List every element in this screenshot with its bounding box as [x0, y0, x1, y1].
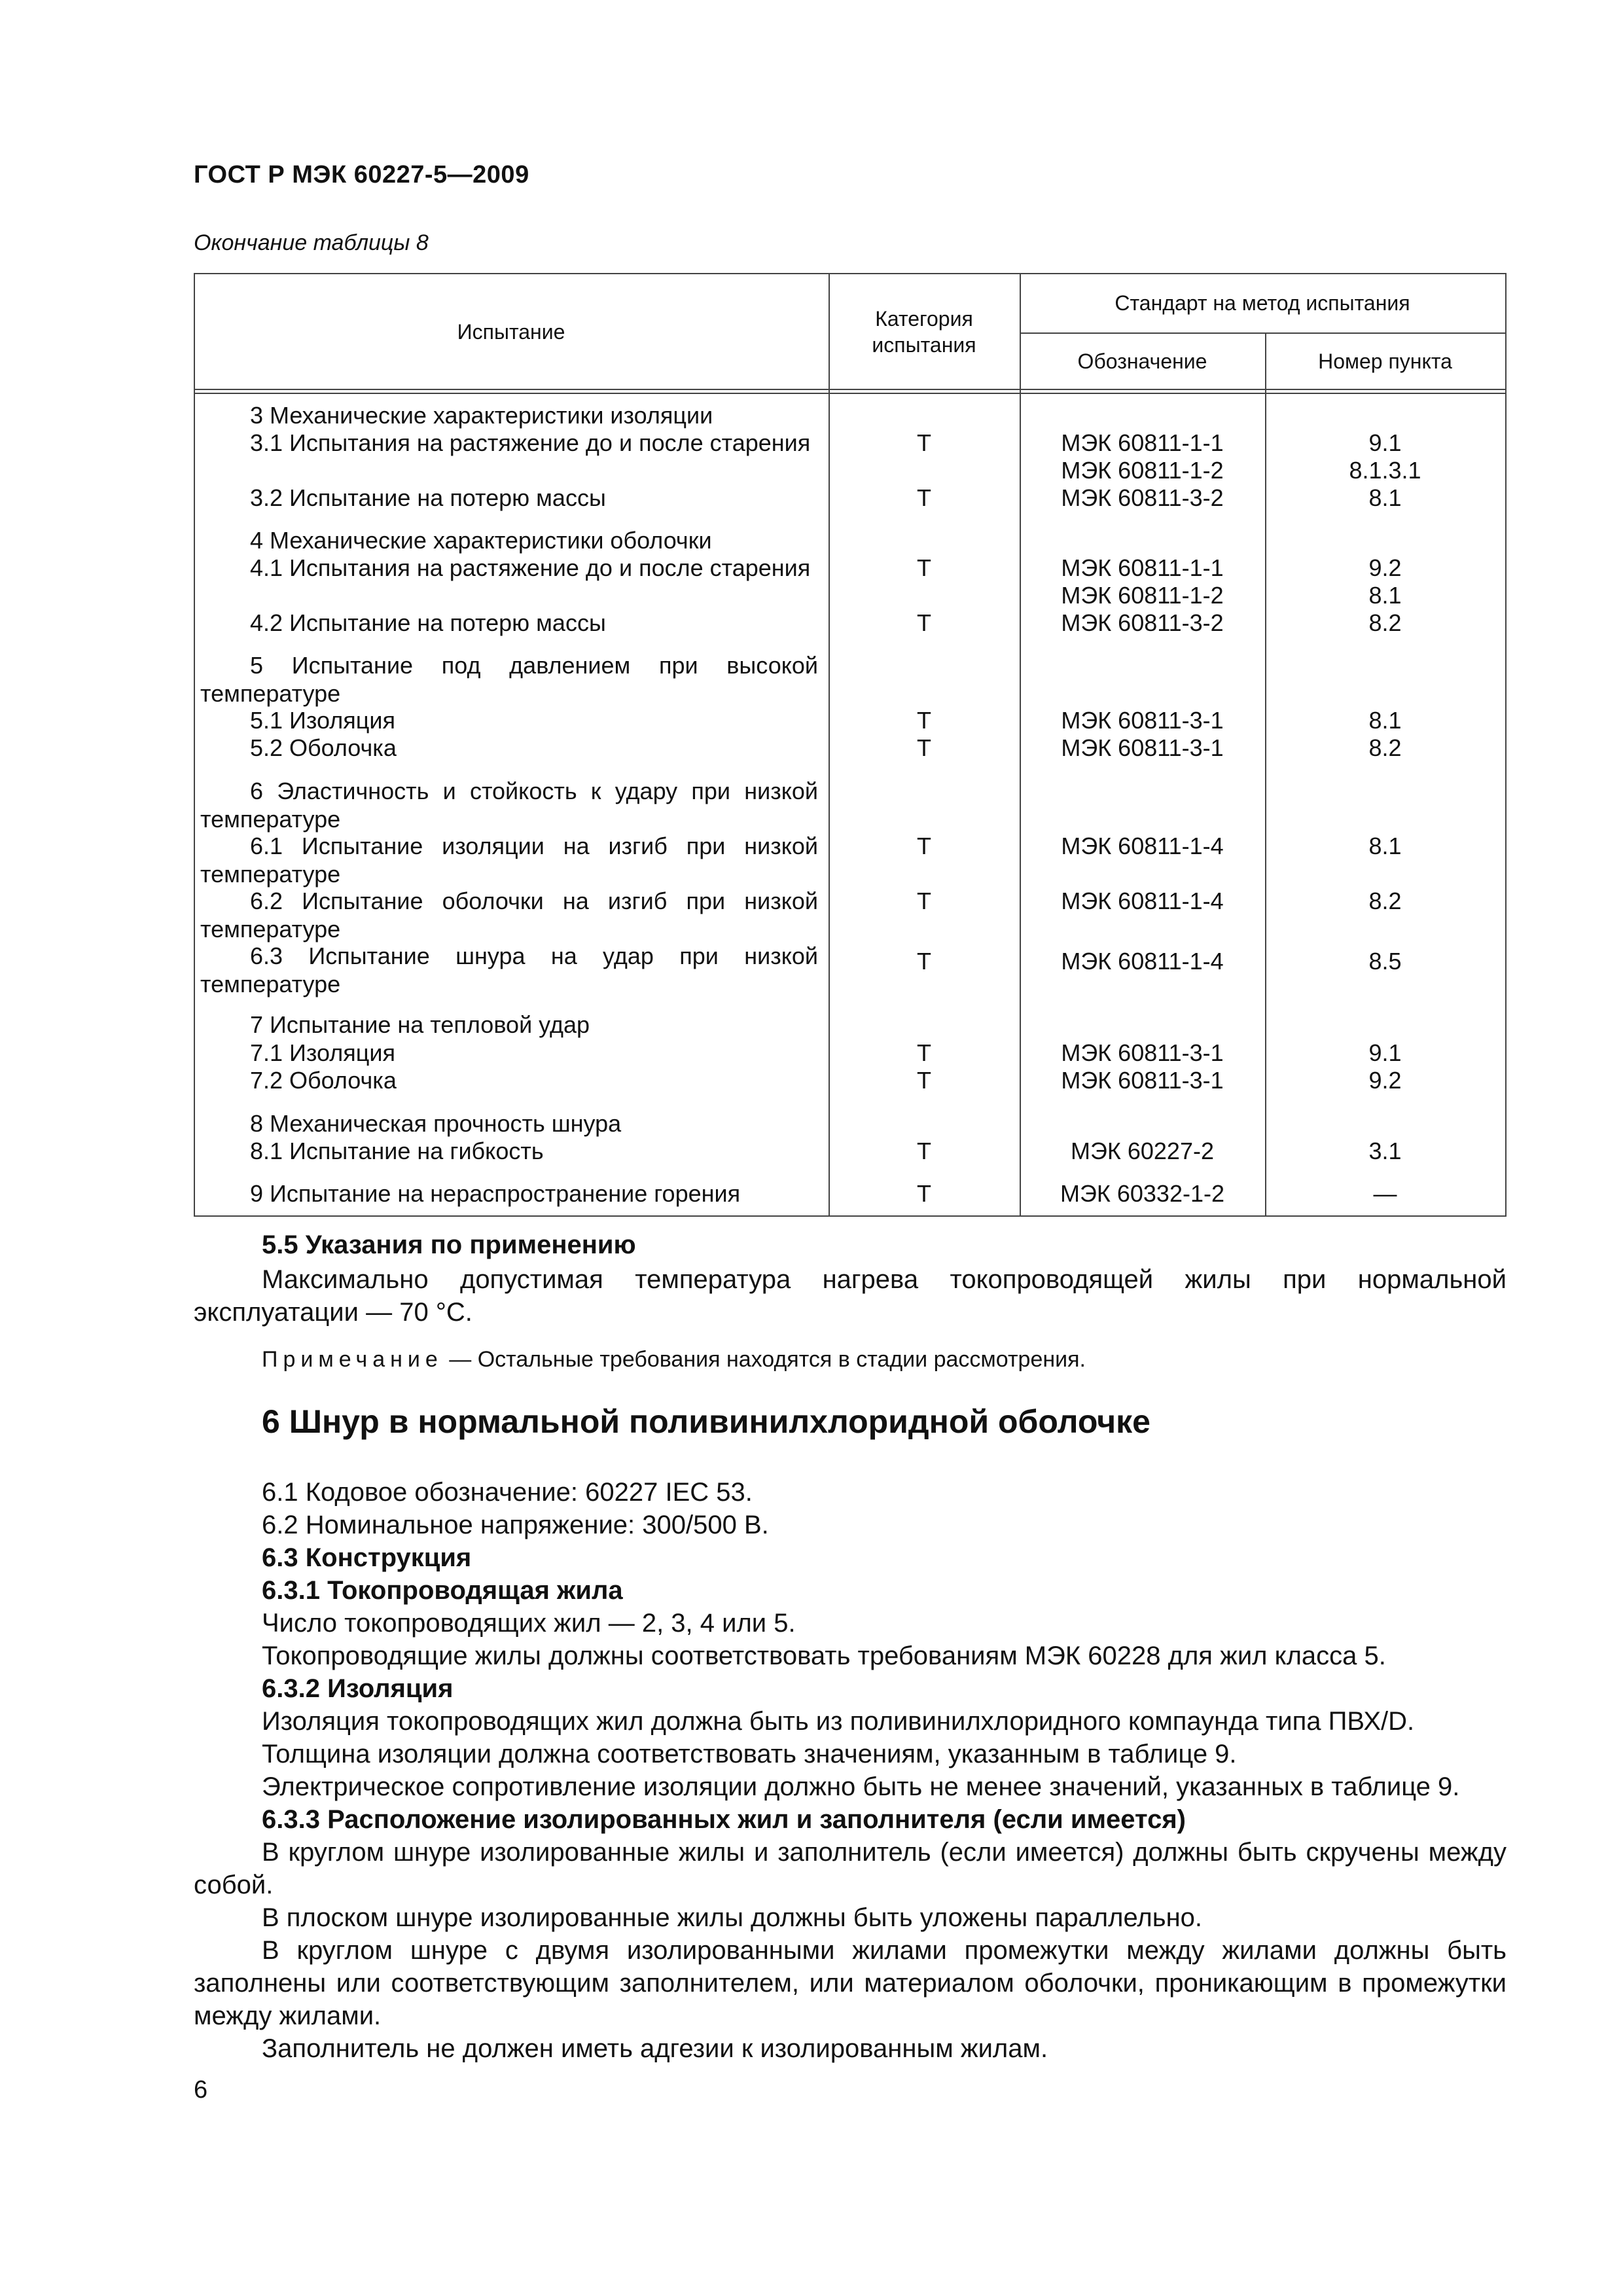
document-header: ГОСТ Р МЭК 60227-5—2009 — [194, 161, 529, 188]
table-row-category: Т — [917, 1138, 931, 1164]
table-row-designation: МЭК 60811-1-1 — [1061, 429, 1224, 456]
table-row-test: 3.1 Испытания на растяжение до и после старения — [250, 429, 811, 456]
table-row-test: 4.1 Испытания на растяжение до и после старения — [250, 554, 811, 581]
para-6-3-3-a: В круглом шнуре изолированные жилы и заполнитель (если имеется) должны быть скручены между собой. — [194, 1838, 1507, 1899]
table-row-test: 6 Эластичность и стойкость к удару при низкой температуре — [200, 778, 818, 833]
table-row-test: 7.2 Оболочка — [250, 1067, 397, 1094]
note-text: — Остальные требования находятся в стадии рассмотрения. — [449, 1347, 1086, 1372]
header-standard: Стандарт на метод испытания — [1115, 291, 1410, 315]
test-table — [194, 273, 1507, 1217]
para-6-3-1-b: Токопроводящие жилы должны соответствовать требованиям МЭК 60228 для жил класса 5. — [262, 1641, 1386, 1670]
table-row-category: Т — [917, 429, 931, 456]
heading-6-3: 6.3 Конструкция — [262, 1543, 472, 1572]
table-row-designation: МЭК 60811-3-1 — [1061, 1067, 1224, 1094]
table-row-clause: 9.1 — [1368, 1039, 1402, 1066]
table-row-test: 8.1 Испытание на гибкость — [250, 1138, 544, 1164]
table-row-test: 8 Механическая прочность шнура — [250, 1110, 622, 1137]
table-row-category: Т — [917, 609, 931, 636]
section-5-5-title: 5.5 Указания по применению — [262, 1230, 636, 1259]
para-6-3-1-a: Число токопроводящих жил — 2, 3, 4 или 5. — [262, 1609, 796, 1638]
table-row-designation: МЭК 60811-3-1 — [1061, 1039, 1224, 1066]
table-row-designation: МЭК 60811-3-1 — [1061, 707, 1224, 734]
header-designation: Обозначение — [1077, 350, 1207, 373]
table-row-test: 3 Механические характеристики изоляции — [250, 402, 713, 429]
section-6-title: 6 Шнур в нормальной поливинилхлоридной оболочке — [262, 1403, 1150, 1440]
para-6-3-3-b: В плоском шнуре изолированные жилы должны быть уложены параллельно. — [262, 1903, 1203, 1932]
table-row-designation: МЭК 60811-3-2 — [1061, 609, 1224, 636]
page-number: 6 — [194, 2076, 208, 2104]
table-row-test: 7 Испытание на тепловой удар — [250, 1011, 590, 1038]
table-row-category: Т — [917, 888, 931, 914]
table-row-clause: 9.1 — [1368, 429, 1402, 456]
table-row-clause: 8.5 — [1368, 948, 1402, 975]
table-row-test: 5.2 Оболочка — [250, 734, 397, 761]
table-row-category: Т — [917, 833, 931, 859]
table-row-clause: 8.1 — [1368, 582, 1402, 609]
header-category: Категория испытания — [872, 307, 976, 357]
table-row-clause: 8.1 — [1368, 707, 1402, 734]
table-row-clause: 8.2 — [1368, 888, 1402, 914]
table-row-test: 6.2 Испытание оболочки на изгиб при низкой температуре — [200, 888, 818, 942]
table-row-category: Т — [917, 554, 931, 581]
table-row-clause: 8.2 — [1368, 734, 1402, 761]
table-row-category: Т — [917, 1180, 931, 1207]
table-row-clause: 9.2 — [1368, 554, 1402, 581]
table-row-clause: — — [1373, 1180, 1397, 1207]
table-row-designation: МЭК 60811-1-2 — [1061, 457, 1224, 484]
table-row-designation: МЭК 60811-1-1 — [1061, 554, 1224, 581]
table-row-designation: МЭК 60811-1-2 — [1061, 582, 1224, 609]
table-row-designation: МЭК 60227-2 — [1071, 1138, 1214, 1164]
table-row-category: Т — [917, 707, 931, 734]
para-6-2: 6.2 Номинальное напряжение: 300/500 В. — [262, 1511, 769, 1539]
table-row-clause: 3.1 — [1368, 1138, 1402, 1164]
note — [262, 1347, 1086, 1372]
heading-6-3-1: 6.3.1 Токопроводящая жила — [262, 1576, 623, 1605]
para-6-3-3-d: Заполнитель не должен иметь адгезии к изолированным жилам. — [262, 2034, 1048, 2063]
table-row-designation: МЭК 60332-1-2 — [1060, 1180, 1224, 1207]
table-row-category: Т — [917, 484, 931, 511]
table-row-designation: МЭК 60811-3-1 — [1061, 734, 1224, 761]
note-label: Примечание — [262, 1347, 443, 1372]
table-row-designation: МЭК 60811-1-4 — [1061, 833, 1224, 859]
table-row-category: Т — [917, 734, 931, 761]
table-row-category: Т — [917, 1067, 931, 1094]
table-row-test: 4 Механические характеристики оболочки — [250, 527, 712, 554]
table-row-clause: 8.2 — [1368, 609, 1402, 636]
table-row-test: 3.2 Испытание на потерю массы — [250, 484, 606, 511]
para-6-1: 6.1 Кодовое обозначение: 60227 IEC 53. — [262, 1478, 753, 1507]
table-row-test: 5.1 Изоляция — [250, 707, 395, 734]
header-clause: Номер пункта — [1318, 350, 1452, 373]
table-row-test: 6.1 Испытание изоляции на изгиб при низкой температуре — [200, 833, 818, 888]
table-row-designation: МЭК 60811-1-4 — [1061, 948, 1224, 975]
para-6-3-2-b: Толщина изоляции должна соответствовать значениям, указанным в таблице 9. — [262, 1740, 1237, 1768]
para-6-3-3-c: В круглом шнуре с двумя изолированными жилами промежутки между жилами должны быть заполнены или соответствующим заполнителем, или материалом оболочки, проникающим в промежутки между жилами. — [194, 1936, 1507, 2030]
heading-6-3-2: 6.3.2 Изоляция — [262, 1674, 454, 1703]
table-row-category: Т — [917, 948, 931, 975]
table-caption: Окончание таблицы 8 — [194, 230, 429, 255]
table-row-designation: МЭК 60811-3-2 — [1061, 484, 1224, 511]
table-row-test: 4.2 Испытание на потерю массы — [250, 609, 606, 636]
table-row-test: 9 Испытание на нераспространение горения — [250, 1180, 741, 1207]
para-6-3-2-a: Изоляция токопроводящих жил должна быть из поливинилхлоридного компаунда типа ПВХ/D. — [262, 1707, 1415, 1736]
table-row-clause: 8.1.3.1 — [1349, 457, 1421, 484]
table-row-test: 5 Испытание под давлением при высокой температуре — [200, 652, 818, 707]
heading-6-3-3: 6.3.3 Расположение изолированных жил и заполнителя (если имеется) — [262, 1805, 1186, 1834]
table-row-category: Т — [917, 1039, 931, 1066]
table-row-test: 7.1 Изоляция — [250, 1039, 395, 1066]
table-row-test: 6.3 Испытание шнура на удар при низкой температуре — [200, 942, 818, 997]
section-5-5-text: Максимально допустимая температура нагрева токопроводящей жилы при нормальной эксплуатации — 70 °С. — [194, 1265, 1507, 1327]
para-6-3-2-c: Электрическое сопротивление изоляции должно быть не менее значений, указанных в таблице 9. — [262, 1772, 1460, 1801]
header-test: Испытание — [457, 320, 565, 344]
table-row-clause: 8.1 — [1368, 833, 1402, 859]
table-row-clause: 9.2 — [1368, 1067, 1402, 1094]
table-row-clause: 8.1 — [1368, 484, 1402, 511]
table-row-designation: МЭК 60811-1-4 — [1061, 888, 1224, 914]
